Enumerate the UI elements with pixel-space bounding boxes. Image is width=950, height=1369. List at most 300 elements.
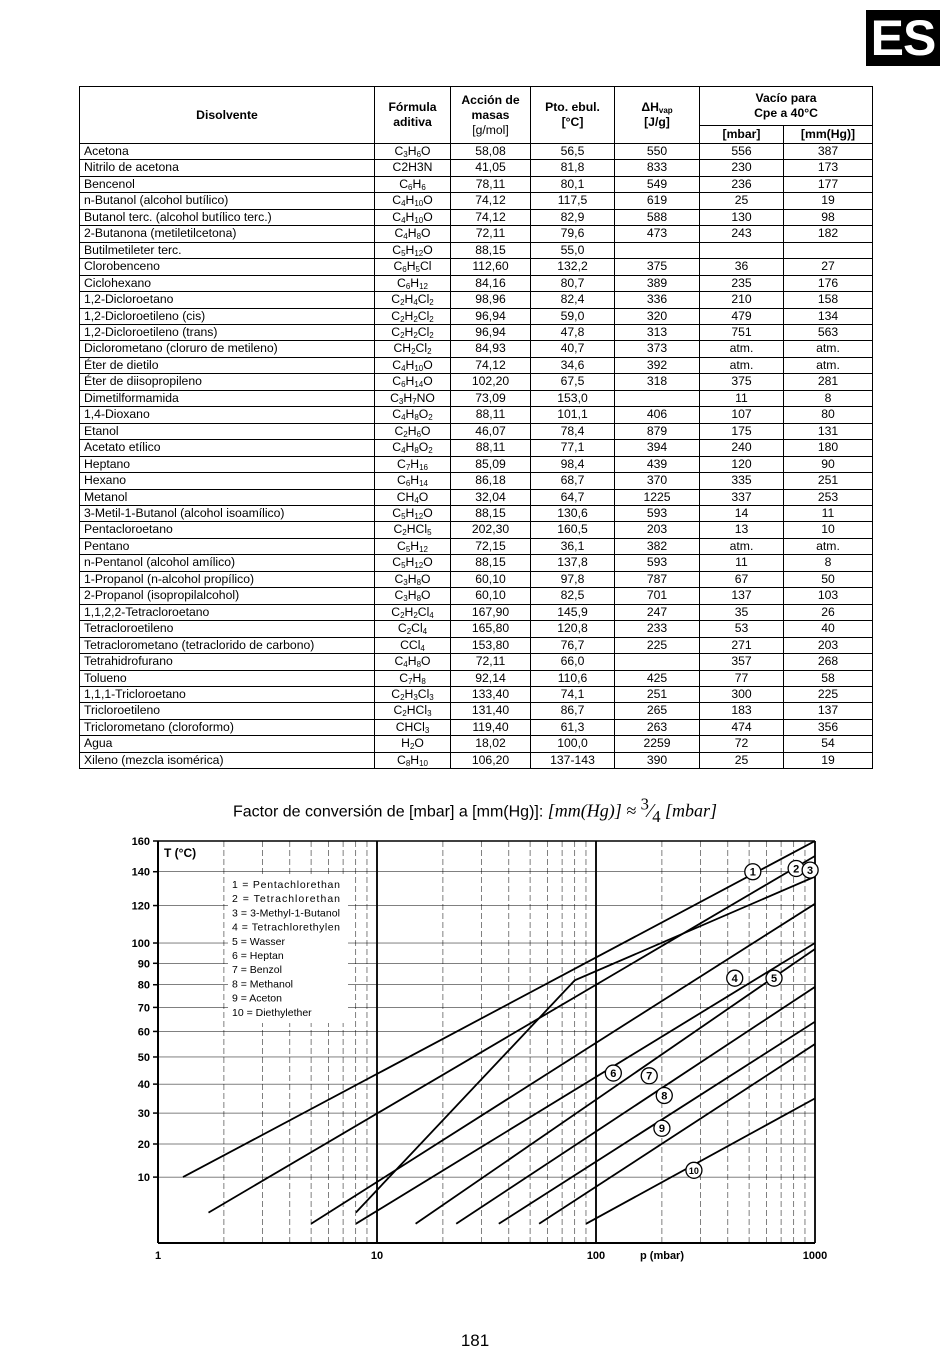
- cell-name: 3-Metil-1-Butanol (alcohol isoamílico): [80, 505, 375, 521]
- cell-mass: 88,15: [451, 555, 531, 571]
- cell-mmhg: 103: [784, 588, 873, 604]
- cell-boil: 98,4: [531, 456, 615, 472]
- table-row: [80, 456, 873, 472]
- cell-hvap: 473: [615, 226, 700, 242]
- cell-hvap: 549: [615, 176, 700, 192]
- cell-formula: $CH_4O$: [375, 489, 451, 505]
- series-line-9: [539, 1044, 815, 1224]
- cell-mbar: atm.: [700, 341, 784, 357]
- chart-labels: [228, 861, 818, 1179]
- cell-formula: $C_7H_8$: [375, 670, 451, 686]
- cell-hvap: 833: [615, 160, 700, 176]
- cell-mbar: 337: [700, 489, 784, 505]
- legend-item: 3 = 3-Methyl-1-Butanol: [232, 907, 340, 920]
- cell-mbar: 183: [700, 703, 784, 719]
- cell-name: Nitrilo de acetona: [80, 160, 375, 176]
- cell-mmhg: 134: [784, 308, 873, 324]
- cell-mass: 84,16: [451, 275, 531, 291]
- table-row: [80, 588, 873, 604]
- cell-mass: 102,20: [451, 374, 531, 390]
- cell-boil: 120,8: [531, 621, 615, 637]
- cell-formula: $C_7H_{16}$: [375, 456, 451, 472]
- cell-mmhg: 90: [784, 456, 873, 472]
- cell-formula: $C_4H_8O$: [375, 654, 451, 670]
- cell-mbar: 137: [700, 588, 784, 604]
- cell-boil: 137,8: [531, 555, 615, 571]
- cell-formula: CCl$_4$: [375, 637, 451, 653]
- cell-mmhg: 203: [784, 637, 873, 653]
- cell-name: Bencenol: [80, 176, 375, 192]
- cell-name: 1,1,2,2-Tetracloroetano: [80, 604, 375, 620]
- cell-name: Hexano: [80, 473, 375, 489]
- table-row: [80, 719, 873, 735]
- cell-mmhg: 173: [784, 160, 873, 176]
- cell-formula: C2H3N: [375, 160, 451, 176]
- cell-mbar: [700, 242, 784, 258]
- cell-name: Tricloroetileno: [80, 703, 375, 719]
- vapor-pressure-chart: [120, 830, 830, 1270]
- cell-mass: 202,30: [451, 522, 531, 538]
- cell-boil: 137-143: [531, 752, 615, 768]
- cell-hvap: 382: [615, 538, 700, 554]
- conversion-factor: [0, 794, 950, 827]
- cell-mbar: 235: [700, 275, 784, 291]
- cell-name: Tetraclorometano (tetraclorido de carbono): [80, 637, 375, 653]
- cell-mbar: 357: [700, 654, 784, 670]
- cell-name: n-Butanol (alcohol butílico): [80, 193, 375, 209]
- cell-name: Agua: [80, 736, 375, 752]
- cell-boil: 130,6: [531, 505, 615, 521]
- cell-mmhg: [784, 242, 873, 258]
- y-axis-label: T (°C): [164, 846, 197, 860]
- cell-hvap: 203: [615, 522, 700, 538]
- page-number: 181: [460, 1331, 490, 1350]
- cell-boil: 74,1: [531, 686, 615, 702]
- cell-hvap: 318: [615, 374, 700, 390]
- cell-boil: 64,7: [531, 489, 615, 505]
- cell-mmhg: 58: [784, 670, 873, 686]
- cell-mass: 133,40: [451, 686, 531, 702]
- cell-mmhg: 8: [784, 390, 873, 406]
- cell-mbar: 120: [700, 456, 784, 472]
- cell-mass: 96,94: [451, 308, 531, 324]
- y-tick-label: 40: [137, 1079, 150, 1092]
- language-badge: ES: [866, 10, 940, 66]
- cell-mmhg: atm.: [784, 538, 873, 554]
- cell-formula: $C_2HCl_3$: [375, 703, 451, 719]
- y-tick-label: 80: [137, 979, 150, 992]
- cell-formula: $C_6H_{14}O$: [375, 374, 451, 390]
- cell-formula: $C_5H_{12}$: [375, 538, 451, 554]
- series-marker-label: 9: [658, 1123, 665, 1136]
- cell-mbar: 751: [700, 324, 784, 340]
- cell-boil: 86,7: [531, 703, 615, 719]
- cell-name: Diclorometano (cloruro de metileno): [80, 341, 375, 357]
- x-tick-label: 100: [586, 1250, 606, 1262]
- cell-mass: 72,15: [451, 538, 531, 554]
- cell-boil: 34,6: [531, 357, 615, 373]
- cell-mmhg: 98: [784, 209, 873, 225]
- cell-hvap: 233: [615, 621, 700, 637]
- solvent-table: [79, 86, 873, 769]
- cell-hvap: 225: [615, 637, 700, 653]
- table-row: [80, 736, 873, 752]
- cell-hvap: 550: [615, 144, 700, 160]
- cell-name: Clorobenceno: [80, 259, 375, 275]
- cell-hvap: 265: [615, 703, 700, 719]
- cell-mbar: 243: [700, 226, 784, 242]
- y-tick-label: 120: [131, 900, 150, 913]
- cell-name: 2-Butanona (metiletilcetona): [80, 226, 375, 242]
- series-line-3: [356, 877, 815, 1213]
- series-line-4: [311, 904, 815, 1224]
- cell-mass: 88,15: [451, 505, 531, 521]
- cell-hvap: 2259: [615, 736, 700, 752]
- cell-mmhg: 158: [784, 292, 873, 308]
- cell-formula: CHCl$_3$: [375, 719, 451, 735]
- cell-mass: 88,15: [451, 242, 531, 258]
- cell-mmhg: 19: [784, 752, 873, 768]
- cell-mbar: 335: [700, 473, 784, 489]
- cell-name: 1,2-Dicloroetileno (cis): [80, 308, 375, 324]
- cell-formula: $C_4H_8O$: [375, 226, 451, 242]
- cell-mass: 60,10: [451, 571, 531, 587]
- cell-mass: 85,09: [451, 456, 531, 472]
- cell-name: 1,4-Dioxano: [80, 407, 375, 423]
- cell-name: Éter de dietilo: [80, 357, 375, 373]
- table-row: [80, 390, 873, 406]
- cell-mass: 74,12: [451, 193, 531, 209]
- cell-formula: $C_5H_{12}O$: [375, 505, 451, 521]
- cell-mass: 106,20: [451, 752, 531, 768]
- table-row: [80, 555, 873, 571]
- cell-mmhg: 387: [784, 144, 873, 160]
- y-tick-label: 60: [137, 1026, 150, 1039]
- cell-mmhg: 10: [784, 522, 873, 538]
- cell-mbar: 36: [700, 259, 784, 275]
- cell-name: 1-Propanol (n-alcohol propílico): [80, 571, 375, 587]
- cell-formula: $C_4H_{10}O$: [375, 209, 451, 225]
- cell-boil: 78,4: [531, 423, 615, 439]
- cell-mass: 88,11: [451, 440, 531, 456]
- header-boil: Pto. ebul. [°C]: [531, 87, 615, 144]
- legend-item: 8 = Methanol: [232, 978, 294, 991]
- cell-mmhg: 268: [784, 654, 873, 670]
- cell-formula: $C_3H_8O$: [375, 571, 451, 587]
- cell-hvap: 787: [615, 571, 700, 587]
- table-row: [80, 357, 873, 373]
- x-axis-label: p (mbar): [640, 1250, 684, 1262]
- series-marker-label: 2: [793, 863, 800, 876]
- cell-mmhg: 176: [784, 275, 873, 291]
- cell-name: Acetato etílico: [80, 440, 375, 456]
- cell-mass: 92,14: [451, 670, 531, 686]
- cell-hvap: 251: [615, 686, 700, 702]
- conversion-rhs: [mbar]: [665, 800, 718, 821]
- table-row: [80, 407, 873, 423]
- cell-name: n-Pentanol (alcohol amílico): [80, 555, 375, 571]
- table-row: [80, 686, 873, 702]
- series-marker-label: 3: [807, 864, 814, 877]
- cell-formula: $C_4H_{10}O$: [375, 357, 451, 373]
- cell-mbar: 474: [700, 719, 784, 735]
- header-hvap: $\Delta H_{vap}$ [J/g]: [615, 87, 700, 144]
- cell-formula: $C_2H_2Cl_2$: [375, 308, 451, 324]
- cell-formula: $C_4H_8O_2$: [375, 407, 451, 423]
- table-row: [80, 292, 873, 308]
- table-row: [80, 242, 873, 258]
- table-row: [80, 440, 873, 456]
- cell-hvap: 879: [615, 423, 700, 439]
- x-tick-label: 1: [154, 1250, 162, 1262]
- cell-boil: 66,0: [531, 654, 615, 670]
- cell-hvap: 406: [615, 407, 700, 423]
- legend-item: 2 = Tetrachlorethan: [232, 893, 340, 906]
- cell-mbar: 375: [700, 374, 784, 390]
- cell-mass: 167,90: [451, 604, 531, 620]
- y-tick-label: 140: [131, 866, 150, 879]
- cell-hvap: 701: [615, 588, 700, 604]
- cell-formula: $C_2H_6O$: [375, 423, 451, 439]
- cell-boil: 82,9: [531, 209, 615, 225]
- cell-mass: 72,11: [451, 654, 531, 670]
- cell-formula: $C_4H_8O_2$: [375, 440, 451, 456]
- cell-formula: $C_3H_8O$: [375, 588, 451, 604]
- cell-name: Dimetilformamida: [80, 390, 375, 406]
- header-mass: Acción de masas [g/mol]: [451, 87, 531, 144]
- cell-formula: $C_5H_{12}O$: [375, 242, 451, 258]
- y-tick-label: 20: [137, 1139, 150, 1152]
- cell-mass: 98,96: [451, 292, 531, 308]
- cell-mbar: 25: [700, 752, 784, 768]
- table-row: [80, 604, 873, 620]
- cell-formula: $C_6H_{14}$: [375, 473, 451, 489]
- cell-hvap: 1225: [615, 489, 700, 505]
- cell-hvap: 439: [615, 456, 700, 472]
- table-row: [80, 308, 873, 324]
- table-row: [80, 176, 873, 192]
- cell-formula: $C_2HCl_5$: [375, 522, 451, 538]
- cell-mmhg: 180: [784, 440, 873, 456]
- cell-mmhg: 19: [784, 193, 873, 209]
- cell-mmhg: 26: [784, 604, 873, 620]
- cell-boil: 117,5: [531, 193, 615, 209]
- legend-item: 9 = Aceton: [232, 992, 282, 1005]
- cell-name: Triclorometano (cloroformo): [80, 719, 375, 735]
- y-tick-label: 70: [137, 1002, 150, 1015]
- legend-item: 6 = Heptan: [232, 950, 284, 962]
- y-tick-label: 50: [137, 1051, 150, 1064]
- cell-mass: 46,07: [451, 423, 531, 439]
- cell-formula: $C_2H_2Cl_4$: [375, 604, 451, 620]
- cell-hvap: [615, 242, 700, 258]
- y-tick-label: 100: [131, 938, 150, 951]
- series-line-7: [456, 987, 815, 1224]
- cell-boil: 40,7: [531, 341, 615, 357]
- cell-boil: 68,7: [531, 473, 615, 489]
- cell-formula: $C_6H_5Cl$: [375, 259, 451, 275]
- series-line-5: [356, 943, 815, 1224]
- cell-hvap: 593: [615, 505, 700, 521]
- cell-name: Butanol terc. (alcohol butílico terc.): [80, 209, 375, 225]
- cell-mmhg: 27: [784, 259, 873, 275]
- series-marker-label: 10: [688, 1166, 699, 1177]
- series-marker-label: 6: [610, 1067, 617, 1080]
- cell-boil: 82,4: [531, 292, 615, 308]
- cell-hvap: [615, 654, 700, 670]
- cell-mbar: 479: [700, 308, 784, 324]
- cell-boil: 160,5: [531, 522, 615, 538]
- cell-mass: 153,80: [451, 637, 531, 653]
- table-row: [80, 423, 873, 439]
- table-row: [80, 637, 873, 653]
- cell-hvap: 373: [615, 341, 700, 357]
- cell-mbar: 13: [700, 522, 784, 538]
- table-row: [80, 144, 873, 160]
- cell-boil: 59,0: [531, 308, 615, 324]
- cell-mass: 84,93: [451, 341, 531, 357]
- cell-mmhg: 177: [784, 176, 873, 192]
- cell-formula: $C_2Cl_4$: [375, 621, 451, 637]
- cell-mmhg: 281: [784, 374, 873, 390]
- cell-mmhg: 137: [784, 703, 873, 719]
- cell-boil: 145,9: [531, 604, 615, 620]
- cell-name: Tetrahidrofurano: [80, 654, 375, 670]
- cell-mass: 41,05: [451, 160, 531, 176]
- cell-hvap: 390: [615, 752, 700, 768]
- table-row: [80, 160, 873, 176]
- series-marker-label: 7: [646, 1070, 653, 1083]
- series-marker-label: 5: [770, 972, 778, 985]
- cell-boil: 97,8: [531, 571, 615, 587]
- cell-boil: 132,2: [531, 259, 615, 275]
- cell-formula: $C_2H_4Cl_2$: [375, 292, 451, 308]
- x-tick-label: 10: [370, 1250, 384, 1262]
- cell-name: Etanol: [80, 423, 375, 439]
- cell-hvap: 593: [615, 555, 700, 571]
- cell-mbar: 35: [700, 604, 784, 620]
- cell-name: Xileno (mezcla isomérica): [80, 752, 375, 768]
- cell-hvap: [615, 390, 700, 406]
- table-row: [80, 193, 873, 209]
- cell-hvap: 588: [615, 209, 700, 225]
- cell-name: Éter de diisopropileno: [80, 374, 375, 390]
- cell-hvap: 247: [615, 604, 700, 620]
- header-solvent: Disolvente: [80, 87, 375, 144]
- cell-hvap: 370: [615, 473, 700, 489]
- table-row: [80, 341, 873, 357]
- cell-mbar: 11: [700, 555, 784, 571]
- cell-boil: 67,5: [531, 374, 615, 390]
- table-row: [80, 374, 873, 390]
- legend-item: 7 = Benzol: [232, 964, 282, 977]
- table-row: [80, 571, 873, 587]
- cell-mbar: atm.: [700, 538, 784, 554]
- cell-mbar: 240: [700, 440, 784, 456]
- legend-item: 1 = Pentachlorethan: [232, 879, 340, 891]
- cell-mbar: 175: [700, 423, 784, 439]
- cell-name: Tolueno: [80, 670, 375, 686]
- cell-formula: $H_2O$: [375, 736, 451, 752]
- cell-mmhg: 54: [784, 736, 873, 752]
- table-row: [80, 324, 873, 340]
- header-formula: Fórmula aditiva: [375, 87, 451, 144]
- cell-boil: 36,1: [531, 538, 615, 554]
- header-mbar: [mbar]: [700, 126, 784, 144]
- cell-boil: 80,1: [531, 176, 615, 192]
- cell-boil: 56,5: [531, 144, 615, 160]
- cell-mbar: 67: [700, 571, 784, 587]
- cell-boil: 76,7: [531, 637, 615, 653]
- cell-name: Ciclohexano: [80, 275, 375, 291]
- cell-hvap: 389: [615, 275, 700, 291]
- y-tick-label: 160: [131, 836, 150, 848]
- cell-name: Pentano: [80, 538, 375, 554]
- legend-item: 5 = Wasser: [232, 935, 286, 948]
- table-row: [80, 489, 873, 505]
- header-vacuum: Vacío para Cpe a 40°C: [700, 87, 873, 126]
- cell-boil: 81,8: [531, 160, 615, 176]
- cell-hvap: 320: [615, 308, 700, 324]
- cell-mbar: 230: [700, 160, 784, 176]
- cell-mbar: 130: [700, 209, 784, 225]
- cell-name: Metanol: [80, 489, 375, 505]
- cell-mbar: atm.: [700, 357, 784, 373]
- cell-mbar: 210: [700, 292, 784, 308]
- cell-name: 2-Propanol (isopropilalcohol): [80, 588, 375, 604]
- cell-hvap: 375: [615, 259, 700, 275]
- table-row: [80, 209, 873, 225]
- y-tick-label: 10: [137, 1172, 150, 1185]
- cell-mass: 88,11: [451, 407, 531, 423]
- cell-formula: $C_2H_3Cl_3$: [375, 686, 451, 702]
- series-marker-label: 4: [731, 972, 738, 985]
- cell-mass: 18,02: [451, 736, 531, 752]
- cell-formula: $C_2H_2Cl_2$: [375, 324, 451, 340]
- cell-mmhg: 11: [784, 505, 873, 521]
- cell-mass: 72,11: [451, 226, 531, 242]
- conversion-fraction: $^3⁄_4$: [640, 794, 661, 826]
- cell-formula: $C_6H_6$: [375, 176, 451, 192]
- cell-mbar: 556: [700, 144, 784, 160]
- y-tick-label: 90: [137, 958, 150, 971]
- cell-boil: 82,5: [531, 588, 615, 604]
- cell-boil: 47,8: [531, 324, 615, 340]
- cell-mbar: 77: [700, 670, 784, 686]
- cell-mass: 32,04: [451, 489, 531, 505]
- table-row: [80, 473, 873, 489]
- cell-boil: 80,7: [531, 275, 615, 291]
- cell-mbar: 300: [700, 686, 784, 702]
- cell-mbar: 14: [700, 505, 784, 521]
- cell-boil: 100,0: [531, 736, 615, 752]
- cell-formula: $C_3H_6O$: [375, 144, 451, 160]
- table-row: [80, 505, 873, 521]
- cell-mmhg: 80: [784, 407, 873, 423]
- cell-mbar: 236: [700, 176, 784, 192]
- cell-mass: 78,11: [451, 176, 531, 192]
- cell-boil: 55,0: [531, 242, 615, 258]
- cell-boil: 79,6: [531, 226, 615, 242]
- table-row: [80, 275, 873, 291]
- conversion-text: Factor de conversión de [mbar] a [mm(Hg)]:: [232, 803, 544, 821]
- cell-mmhg: 131: [784, 423, 873, 439]
- table-row: [80, 259, 873, 275]
- table-row: [80, 522, 873, 538]
- cell-mmhg: 251: [784, 473, 873, 489]
- cell-mass: 86,18: [451, 473, 531, 489]
- cell-mbar: 72: [700, 736, 784, 752]
